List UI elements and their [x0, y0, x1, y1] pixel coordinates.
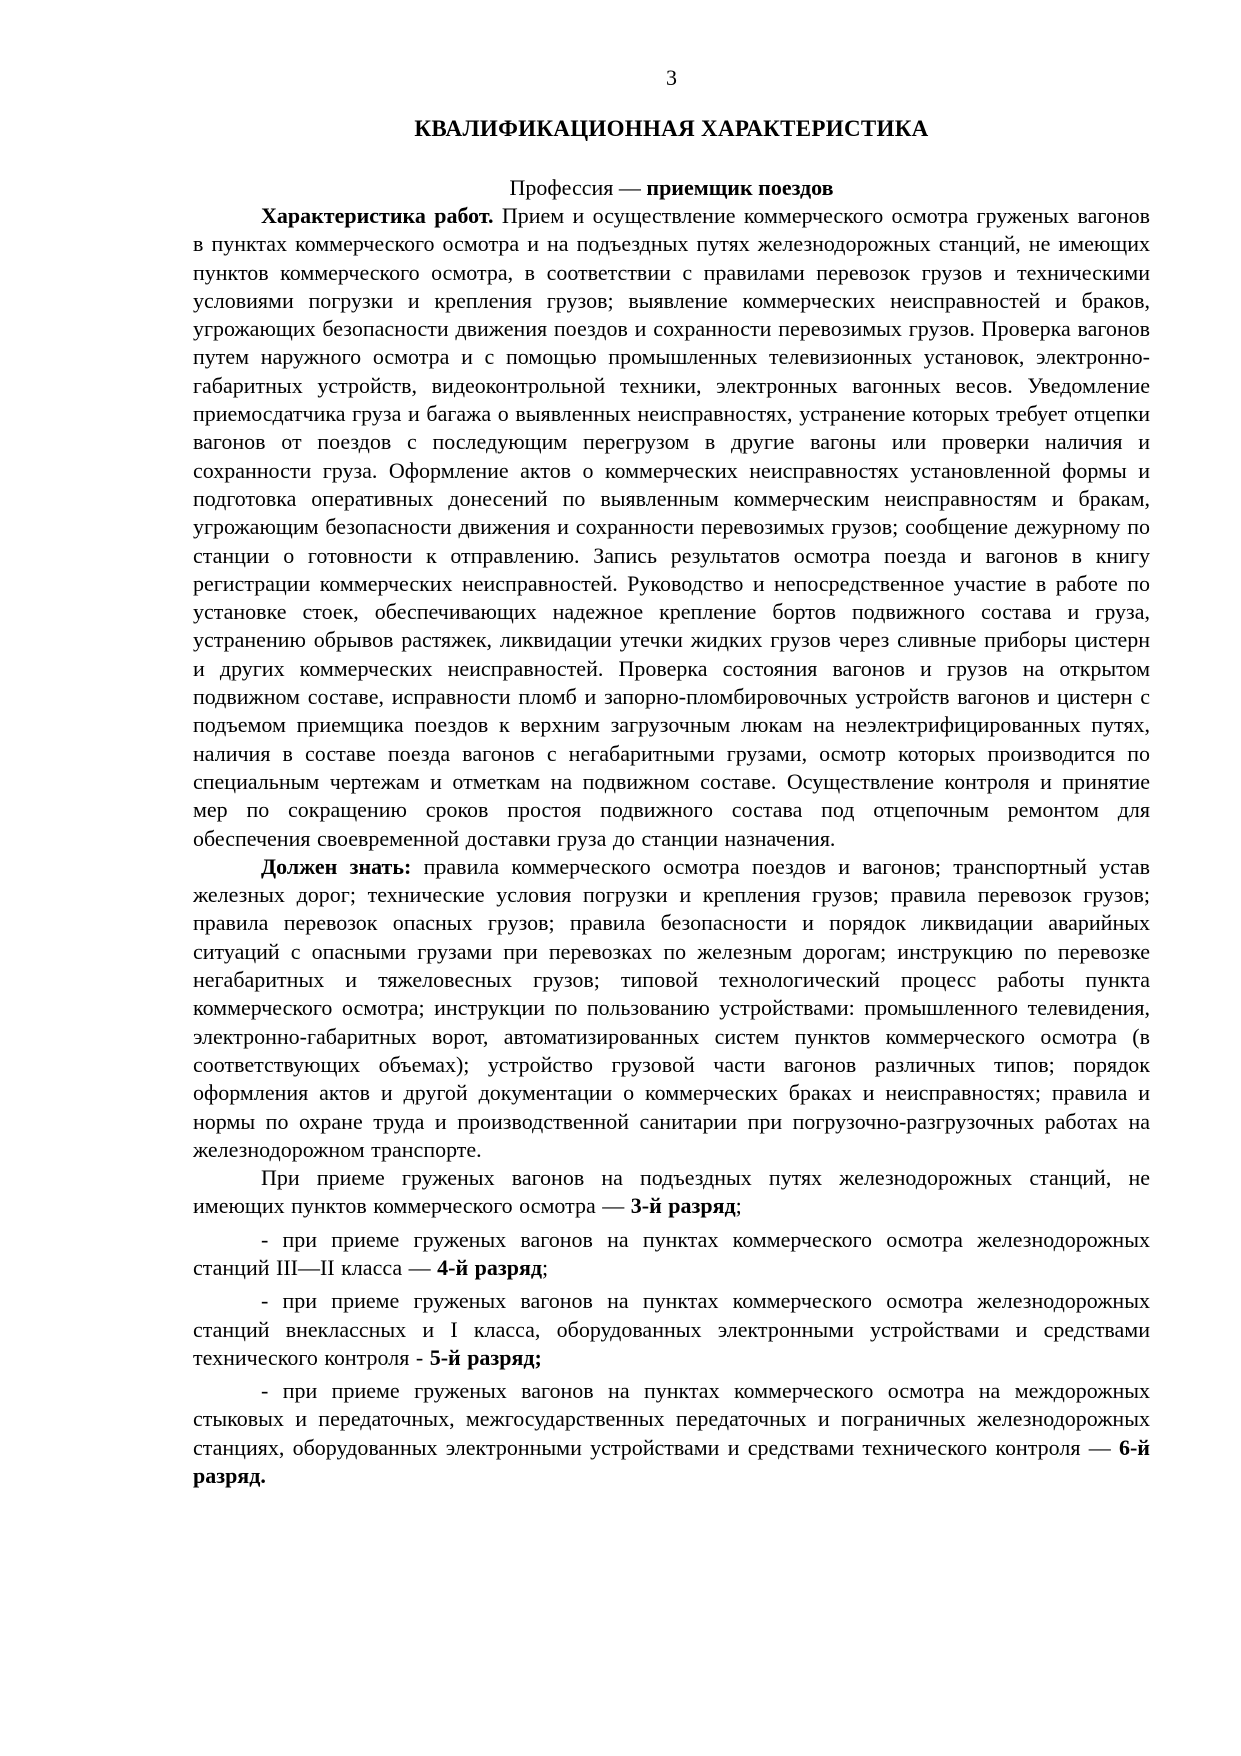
para-grade-4-text: - при приеме груженых вагонов на пунктах коммерческого осмотра железнодорожных станций III—II класса — [193, 1226, 1150, 1280]
para-characteristics [193, 202, 1150, 853]
para-must-know-text: правила коммерческого осмотра поездов и вагонов; транспортный устав железных дорог; технические условия погрузки и крепления грузов; правила перевозок грузов; правила перевозок опасных грузов; правила безопасности и порядок ликвидации аварийных ситуаций с опасными грузами при перевозках по железным дорогам; инструкцию по перевозке негабаритных и тяжеловесных грузов; типовой технологический процесс работы пункта коммерческого осмотра; инструкции по пользованию устройствами: промышленного телевидения, электронно-габаритных ворот, автоматизированных систем пунктов коммерческого осмотра (в соответствующих объемах); устройство грузовой части вагонов различных типов; порядок оформления актов и другой документации о коммерческих браках и неисправностях; правила и нормы по охране труда и производственной санитарии при погрузочно-разгрузочных работах на железнодорожном транспорте. [193, 853, 1150, 1162]
document-content [193, 0, 1150, 1490]
para-grade-4-tail: ; [542, 1254, 549, 1280]
para-grade-4 [193, 1226, 1150, 1283]
para-grade-3-text: При приеме груженых вагонов на подъездных путях железнодорожных станций, не имеющих пунктов коммерческого осмотра — [193, 1165, 1150, 1219]
para-characteristics-text: Прием и осуществление коммерческого осмотра груженых вагонов в пунктах коммерческого осмотра и на подъездных путях железнодорожных станций, не имеющих пунктов коммерческого осмотра, в соответствии с правилами перевозок грузов и техническими условиями погрузки и крепления грузов; выявление коммерческих неисправностей и браков, угрожающих безопасности движения поездов и сохранности перевозимых грузов. Проверка вагонов путем наружного осмотра и с помощью промышленных телевизионных установок, электронно-габаритных устройств, видеоконтрольной техники, электронных вагонных весов. Уведомление приемосдатчика груза и багажа о выявленных неисправностях, устранение которых требует отцепки вагонов от поездов с последующим перегрузом в другие вагоны или проверки наличия и сохранности груза. Оформление актов о коммерческих неисправностях установленной формы и подготовка оперативных донесений по выявленным коммерческим неисправностям и бракам, угрожающим безопасности движения и сохранности перевозимых грузов; сообщение дежурному по станции о готовности к отправлению. Запись результатов осмотра поезда и вагонов в книгу регистрации коммерческих неисправностей. Руководство и непосредственное участие в работе по установке стоек, обеспечивающих надежное крепление бортов подвижного состава и груза, устранению обрывов растяжек, ликвидации утечки жидких грузов через сливные приборы цистерн и других коммерческих неисправностей. Проверка состояния вагонов и грузов на открытом подвижном составе, исправности пломб и запорно-пломбировочных устройств вагонов и цистерн с подъемом приемщика поездов к верхним загрузочным люкам на неэлектрифицированных путях, наличия в составе поезда вагонов с негабаритными грузами, осмотр которых производится по специальным чертежам и отметкам на подвижном составе. Осуществление контроля и принятие мер по сокращению сроков простоя подвижного состава под отцепочным ремонтом для обеспечения своевременной доставки груза до станции назначения. [193, 203, 1151, 851]
para-characteristics-label: Характеристика работ. [261, 203, 494, 228]
para-grade-6-rank: 6-й разряд. [193, 1434, 1150, 1489]
para-grade-6 [193, 1377, 1150, 1490]
para-grade-5 [193, 1287, 1150, 1372]
para-grade-3-tail: ; [735, 1193, 742, 1219]
para-grade-3-rank: 3-й разряд [630, 1193, 736, 1219]
profession-name: приемщик поездов [646, 175, 834, 200]
para-must-know-label: Должен знать: [261, 853, 412, 879]
page-number: 3 [666, 65, 677, 90]
para-grade-5-rank: 5-й разряд; [429, 1344, 542, 1370]
para-grade-4-rank: 4-й разряд [437, 1254, 542, 1280]
profession-line [193, 174, 1150, 202]
para-grade-5-text: - при приеме груженых вагонов на пунктах коммерческого осмотра железнодорожных станций внеклассных и I класса, оборудованных электронными устройствами и средствами технического контроля - [193, 1288, 1150, 1370]
para-grade-3 [193, 1164, 1150, 1221]
para-grade-6-text: - при приеме груженых вагонов на пунктах коммерческого осмотра на междорожных стыковых и передаточных, межгосударственных передаточных и пограничных железнодорожных станциях, оборудованных электронными устройствами и средствами технического контроля — [193, 1378, 1150, 1460]
document-title: КВАЛИФИКАЦИОННАЯ ХАРАКТЕРИСТИКА [414, 116, 929, 141]
para-must-know [193, 853, 1150, 1164]
profession-prefix: Профессия — [509, 175, 647, 200]
